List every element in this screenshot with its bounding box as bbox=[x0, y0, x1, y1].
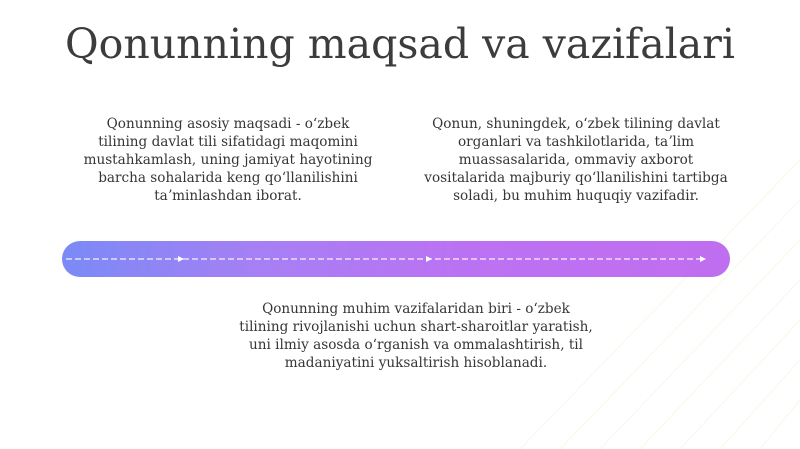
timeline-arrow-line bbox=[62, 241, 730, 277]
text-block-regulation: Qonun, shuningdek, oʻzbek tilining davlat organlari va tashkilotlarida, taʼlim muassasalarida, ommaviy axborot vositalarida majburiy qoʻllanilishini tartibga soladi, bu muhim huquqiy vazifadir. bbox=[424, 116, 728, 204]
arrow-marker-2-icon bbox=[426, 256, 432, 262]
arrow-marker-3-icon bbox=[700, 256, 706, 262]
arrow-marker-1-icon bbox=[178, 256, 184, 262]
timeline-bar bbox=[62, 241, 730, 277]
text-block-development: Qonunning muhim vazifalaridan biri - oʻzbek tilining rivojlanishi uchun shart-sharoitlar yaratish, uni ilmiy asosda oʻrganish va ommalashtirish, til madaniyatini yuksaltirish hisoblanadi. bbox=[239, 301, 593, 371]
slide-title: Qonunning maqsad va vazifalari bbox=[65, 20, 735, 68]
text-block-purpose: Qonunning asosiy maqsadi - oʻzbek tilining davlat tili sifatidagi maqomini mustahkamlash, uning jamiyat hayotining barcha sohalarida keng qoʻllanilishini taʼminlashdan iborat. bbox=[83, 116, 373, 204]
